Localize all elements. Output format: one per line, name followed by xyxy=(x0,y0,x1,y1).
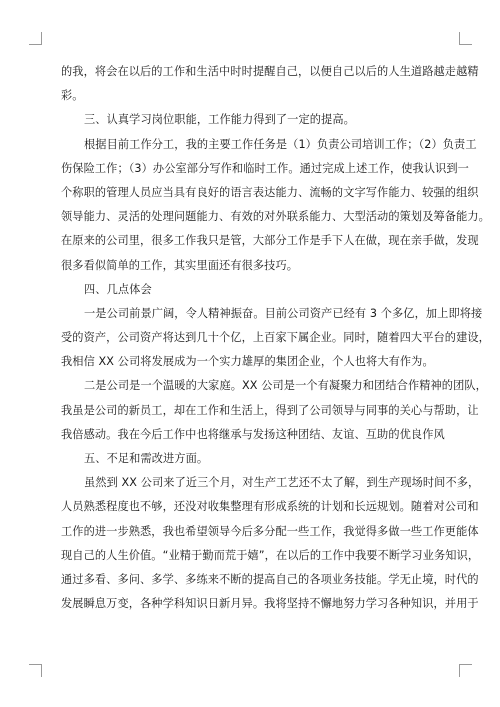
text-line: 发展瞬息万变，各种学科知识日新月异。我将坚持不懈地努力学习各种知识，并用于 xyxy=(61,597,479,611)
text-line: 五、不足和需改进方面。 xyxy=(84,452,209,465)
crop-mark-top-right xyxy=(459,32,472,45)
text-line: 三、认真学习岗位职能，工作能力得到了一定的提高。 xyxy=(84,113,355,127)
text-line: 我倍感动。我在今后工作中也将继承与发扬这种团结、友谊、互助的优良作风 xyxy=(61,427,445,441)
text-line: 在原来的公司里，很多工作我只是管，大部分工作是手下人在做，现在亲手做，发现 xyxy=(61,234,479,248)
text-line: 很多看似简单的工作，其实里面还有很多技巧。 xyxy=(61,258,299,272)
text-line: 工作的进一步熟悉，我也希望领导今后多分配一些工作，我觉得多做一些工作更能体 xyxy=(61,524,479,538)
text-line: 现自己的人生价值。“业精于勤而荒于嬉”，在以后的工作中我要不断学习业务知识， xyxy=(61,548,480,562)
crop-mark-bottom-right xyxy=(459,664,472,677)
document-body xyxy=(61,60,490,616)
text-line: 受的资产，公司资产将达到几十个亿，上百家下属企业。同时，随着四大平台的建设， xyxy=(61,331,490,345)
text-line: 四、几点体会 xyxy=(84,282,152,296)
crop-mark-top-left xyxy=(29,32,42,45)
text-line: 二是公司是一个温暖的大家庭。XX 公司是一个有凝聚力和团结合作精神的团队， xyxy=(84,379,487,393)
text-line: 虽然到 XX 公司来了近三个月，对生产工艺还不太了解，到生产现场时间不多， xyxy=(84,476,480,490)
text-line: 我虽是公司的新员工，却在工作和生活上，得到了公司领导与同事的关心与帮助，让 xyxy=(61,403,479,417)
text-line: 根据目前工作分工，我的主要工作任务是（1）负责公司培训工作；（2）负责工 xyxy=(84,137,477,151)
text-line: 我相信 XX 公司将发展成为一个实力雄厚的集团企业，个人也将大有作为。 xyxy=(61,355,434,369)
text-line: 通过多看、多问、多学、多练来不断的提高自己的各项业务技能。学无止境，时代的 xyxy=(61,572,479,586)
text-line: 一是公司前景广阔，令人精神振奋。目前公司资产已经有 3 个多亿，加上即将接 xyxy=(84,306,483,320)
text-line: 个称职的管理人员应当具有良好的语言表达能力、流畅的文字写作能力、较强的组织 xyxy=(61,185,479,199)
text-line: 领导能力、灵活的处理问题能力、有效的对外联系能力、大型活动的策划及筹备能力。 xyxy=(61,210,490,224)
text-line: 人员熟悉程度也不够，还没对收集整理有形成系统的计划和长远规划。随着对公司和 xyxy=(61,500,479,514)
text-line: 的我，将会在以后的工作和生活中时时提醒自己，以便自己以后的人生道路越走越精 xyxy=(61,65,479,78)
text-line: 彩。 xyxy=(61,89,84,103)
crop-mark-bottom-left xyxy=(29,664,42,677)
text-line: 伤保险工作；（3）办公室部分写作和临时工作。通过完成上述工作，使我认识到一 xyxy=(61,161,469,175)
